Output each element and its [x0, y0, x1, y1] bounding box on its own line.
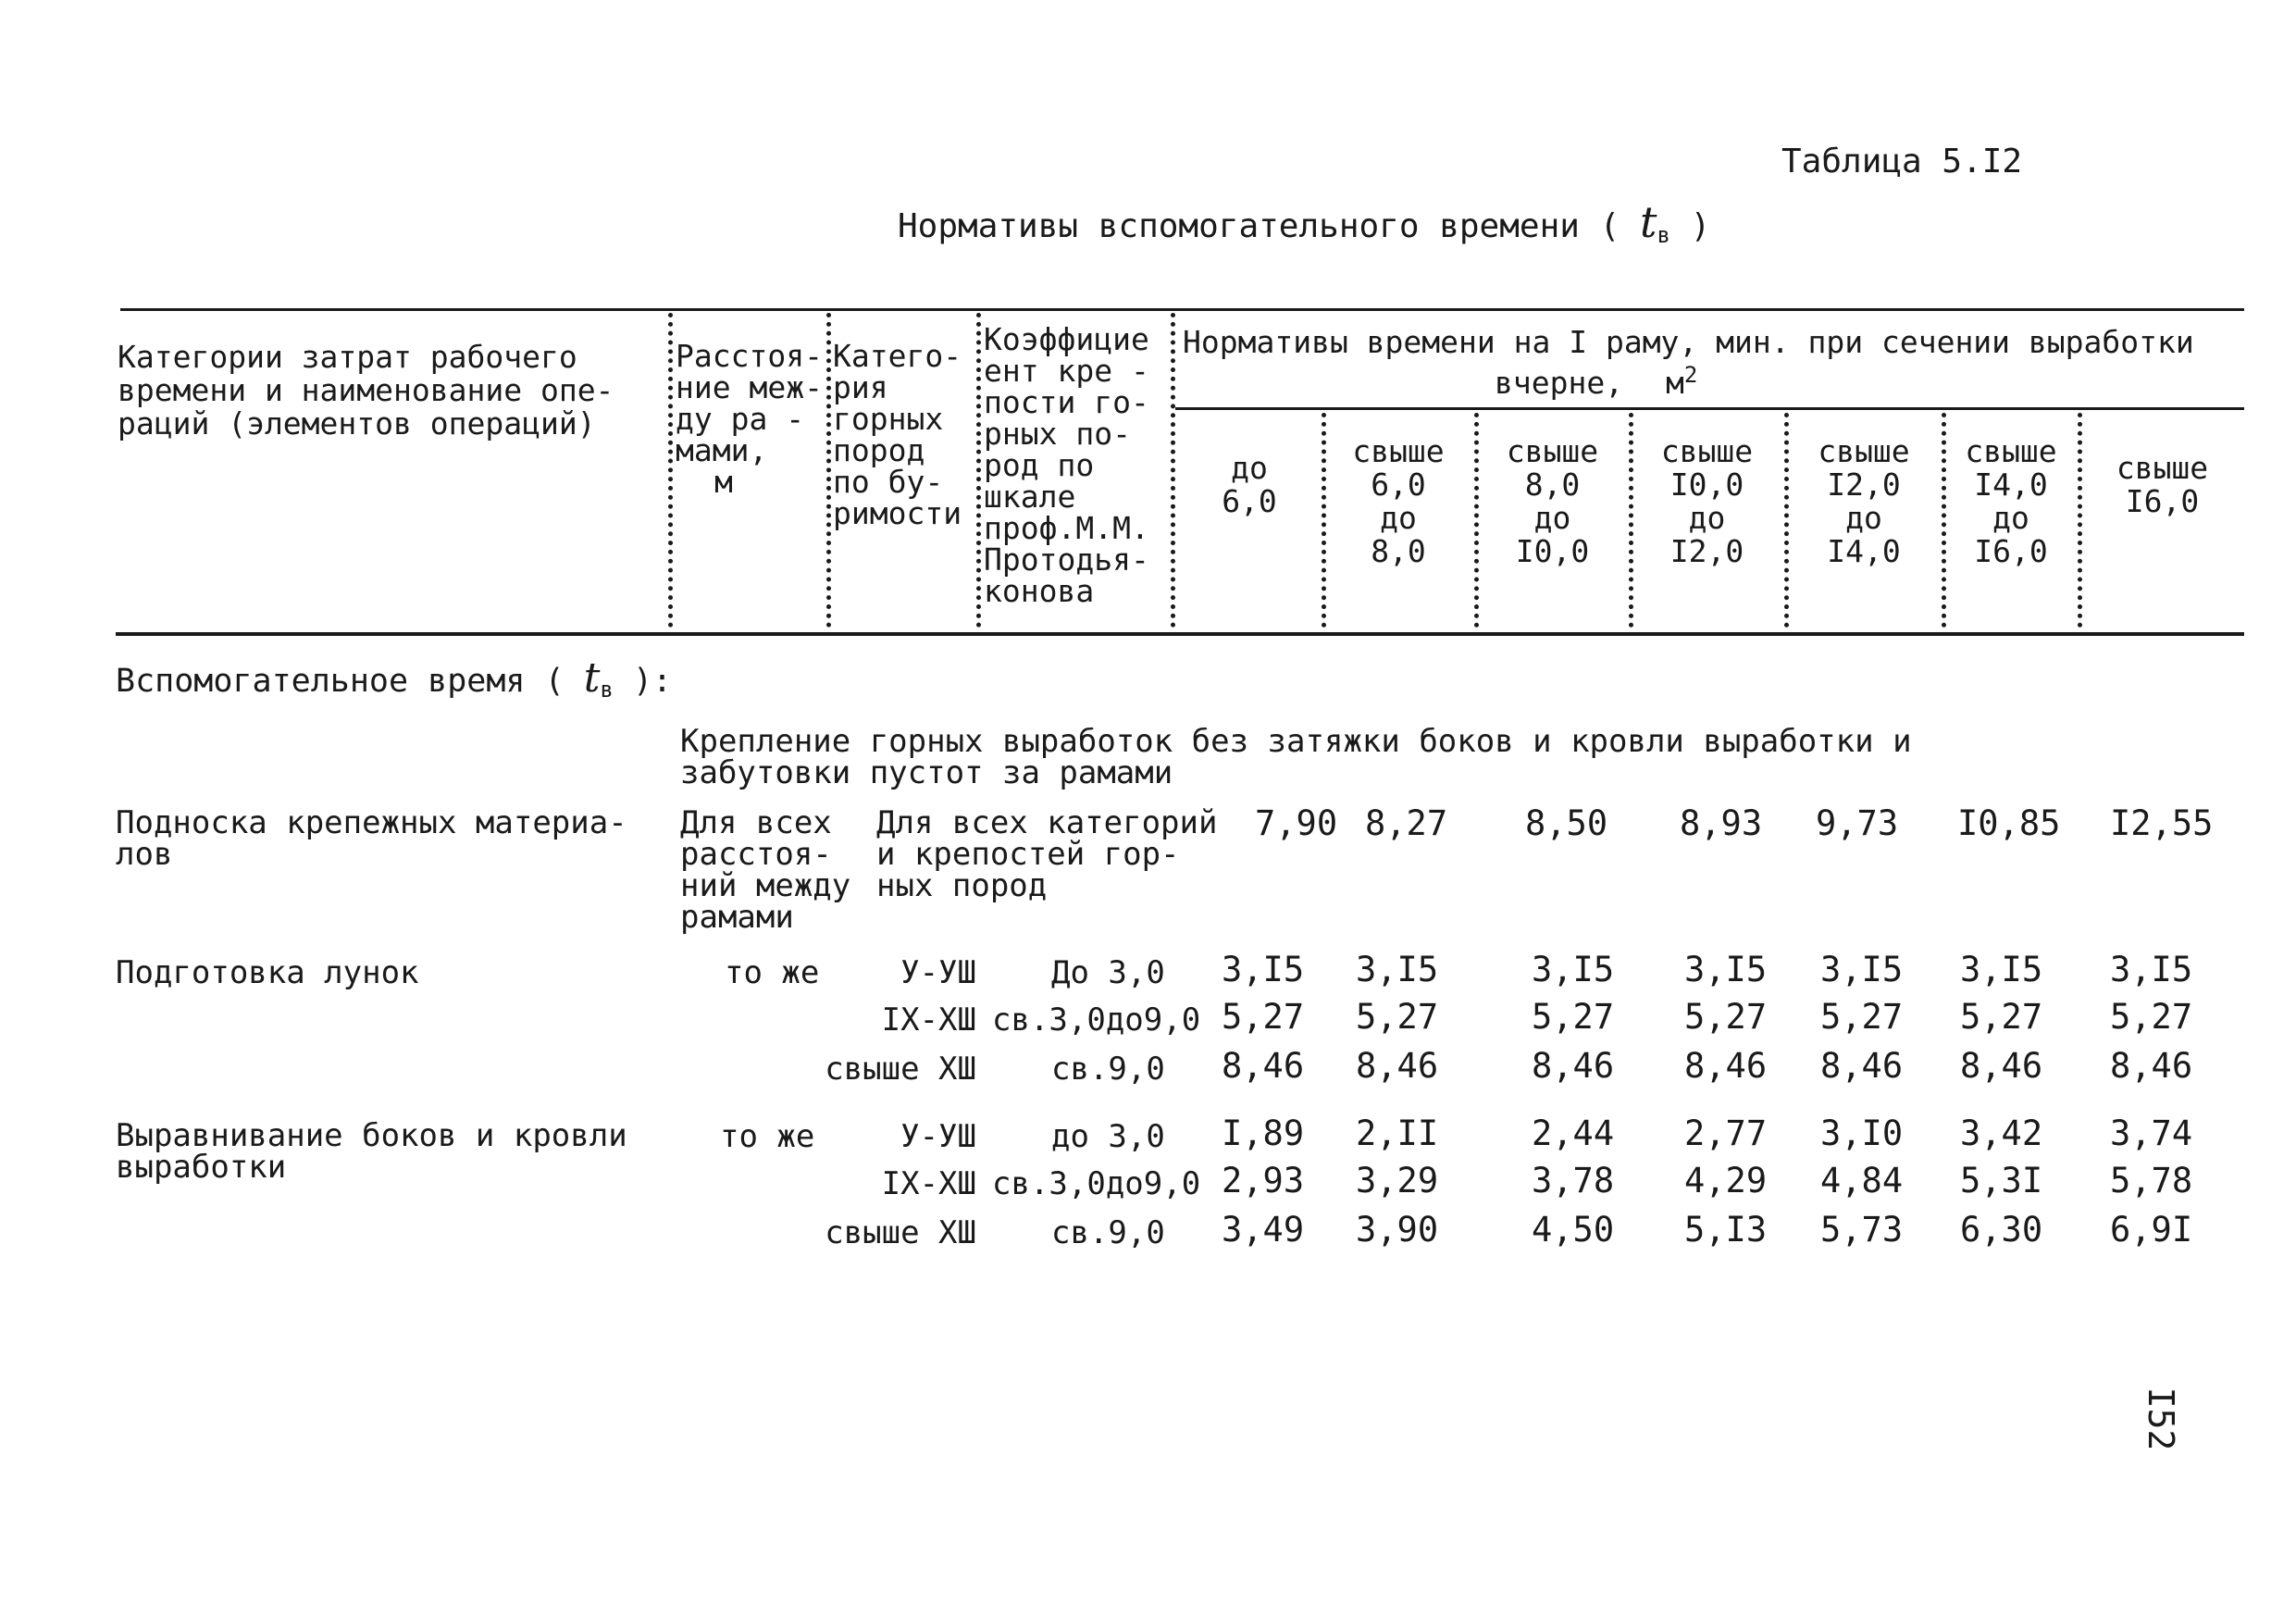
table-cell-value: 3,78: [1532, 1161, 1615, 1200]
table-cell-value: 5,I3: [1684, 1210, 1768, 1250]
table-cell-value: 3,I5: [1684, 950, 1768, 989]
table-cell-value: I2,55: [2110, 803, 2214, 843]
header-col4-line: рных по-: [984, 416, 1131, 452]
table-cell-value: 8,46: [1960, 1046, 2043, 1086]
norms-unit: м: [1665, 365, 1684, 401]
header-col4-line: ент кре -: [984, 353, 1149, 389]
col-sep-10: [2078, 413, 2082, 628]
table-cell-value: 3,29: [1356, 1161, 1439, 1200]
op1-distance-line: Для всех: [680, 804, 832, 841]
header-col4-line: род по: [984, 447, 1095, 483]
header-col2-line: ние меж-: [676, 369, 823, 405]
table-cell-value: 3,42: [1960, 1113, 2043, 1153]
header-col3: [833, 338, 962, 531]
table-cell-value: 5,27: [1532, 997, 1615, 1037]
op2-row3-coef: св.9,0: [1051, 1051, 1165, 1088]
section-header-line: 6,0: [1371, 466, 1426, 503]
op1-name-line: Подноска крепежных материа-: [116, 804, 627, 841]
table-cell-value: 3,I5: [1222, 950, 1305, 989]
header-col2-line: ду ра -: [676, 401, 805, 437]
table-cell-value: 8,50: [1525, 803, 1608, 843]
col-sep-2: [826, 313, 831, 628]
table-cell-value: I,89: [1222, 1113, 1305, 1153]
section-header: [1481, 435, 1624, 568]
header-col2-line: м: [714, 464, 733, 500]
rule-header-bottom: [116, 632, 2244, 636]
table-cell-value: 3,49: [1222, 1210, 1305, 1250]
table-cell-value: I0,85: [1957, 803, 2061, 843]
table-cell-value: 3,I5: [1356, 950, 1439, 989]
section-subheading: [680, 723, 1912, 791]
op1-distance-line: ний между: [680, 867, 851, 904]
table-cell-value: 6,9I: [2110, 1210, 2193, 1250]
op1-distance-line: рамами: [680, 899, 794, 936]
table-cell-value: 3,74: [2110, 1113, 2193, 1153]
norms-sub-text: вчерне,: [1495, 365, 1624, 401]
section-header-line: свыше: [1506, 433, 1599, 469]
op3-row2-category: IX-XШ: [881, 1165, 976, 1202]
table-cell-value: 8,46: [1356, 1046, 1439, 1086]
section-header-line: до: [1231, 450, 1268, 486]
table-cell-value: 4,29: [1684, 1161, 1768, 1200]
section-header-line: до: [1380, 500, 1417, 536]
col-sep-5: [1322, 413, 1326, 628]
section-header-line: свыше: [1660, 433, 1754, 469]
section-header: [2086, 452, 2239, 518]
section-header-line: I6,0: [2125, 483, 2200, 519]
section-header-line: до: [1533, 500, 1571, 536]
table-cell-value: 2,93: [1222, 1161, 1305, 1200]
col-sep-3: [976, 313, 981, 628]
header-col3-line: пород: [833, 432, 925, 468]
section-header-line: 8,0: [1524, 466, 1581, 503]
section-header-line: I2,0: [1827, 466, 1901, 503]
header-col4-line: пости го-: [984, 384, 1149, 420]
section-header: [1947, 435, 2075, 568]
norms-subtitle: [1495, 358, 1697, 400]
header-col2-line: Расстоя-: [676, 338, 823, 374]
op1-category-line: Для всех категорий: [876, 804, 1218, 841]
aux-time-label: [116, 654, 673, 706]
subheading-line: забутовки пустот за рамами: [680, 754, 1173, 791]
op2-row1-coef: До 3,0: [1051, 954, 1165, 991]
table-cell-value: 5,3I: [1960, 1161, 2043, 1200]
op2-row2-coef: св.3,0до9,0: [992, 1001, 1201, 1039]
table-cell-value: 7,90: [1255, 803, 1338, 843]
table-cell-value: 5,27: [1820, 997, 1904, 1037]
aux-time-close: ):: [632, 663, 673, 700]
header-col4-line: Протодья-: [984, 541, 1149, 578]
table-cell-value: 3,I5: [1820, 950, 1904, 989]
table-cell-value: 5,73: [1820, 1210, 1904, 1250]
table-cell-value: 8,46: [1820, 1046, 1904, 1086]
section-header-line: до: [1992, 500, 2029, 536]
table-cell-value: 3,I5: [1960, 950, 2043, 989]
header-col1-line: Категории затрат рабочего: [118, 339, 577, 375]
table-cell-value: 3,I5: [1532, 950, 1615, 989]
table-title: [898, 197, 1711, 252]
title-symbol: t: [1639, 197, 1657, 247]
col-sep-4: [1171, 313, 1175, 628]
header-col4-line: проф.М.М.: [984, 510, 1149, 546]
table-cell-value: 8,46: [1222, 1046, 1305, 1086]
section-header-line: свыше: [1965, 433, 2057, 469]
op2-name: Подготовка лунок: [116, 954, 419, 991]
table-cell-value: 6,30: [1960, 1210, 2043, 1250]
section-header: [1329, 435, 1468, 568]
aux-time-symbol: t: [583, 654, 601, 702]
header-col3-line: Катего-: [833, 338, 962, 374]
op3-row3-category: свыше XШ: [825, 1214, 976, 1251]
norms-unit-sup: 2: [1683, 362, 1698, 388]
col-sep-1: [668, 313, 673, 628]
op3-name-line: Выравнивание боков и кровли: [116, 1117, 627, 1154]
table-cell-value: 8,46: [1532, 1046, 1615, 1086]
norms-title: Нормативы времени на I раму, мин. при сечении выработки: [1183, 324, 2194, 360]
op3-distance: то же: [720, 1118, 815, 1155]
header-col4-line: конова: [984, 573, 1095, 609]
header-col3-line: по бу-: [833, 464, 944, 500]
header-col1: [118, 341, 614, 441]
section-header-line: 8,0: [1371, 533, 1426, 569]
section-header-line: I0,0: [1669, 466, 1744, 503]
col-sep-7: [1629, 413, 1633, 628]
title-subscript: в: [1657, 222, 1670, 248]
section-header-line: свыше: [1352, 433, 1445, 469]
header-col4-line: Коэффицие: [984, 321, 1149, 357]
table-cell-value: 8,46: [2110, 1046, 2193, 1086]
op2-row2-category: IX-XШ: [881, 1001, 976, 1039]
table-title-close: ): [1690, 207, 1711, 245]
op3-name: [116, 1117, 627, 1186]
table-cell-value: 5,78: [2110, 1161, 2193, 1200]
op3-row1-coef: до 3,0: [1051, 1118, 1165, 1155]
section-header: [1180, 452, 1319, 518]
table-cell-value: 3,I0: [1820, 1113, 1904, 1153]
op1-distance: [680, 804, 851, 936]
section-header-line: I4,0: [1974, 466, 2048, 503]
op2-row1-category: У-УШ: [900, 954, 976, 991]
table-cell-value: 2,II: [1356, 1113, 1439, 1153]
header-col3-line: римости: [833, 495, 962, 531]
table-cell-value: 2,77: [1684, 1113, 1768, 1153]
table-cell-value: 5,27: [1222, 997, 1305, 1037]
rule-norms: [1175, 407, 2244, 410]
op2-distance: то же: [725, 954, 820, 991]
header-col4: [984, 321, 1149, 609]
table-cell-value: 2,44: [1532, 1113, 1615, 1153]
section-header-line: до: [1845, 500, 1882, 536]
section-header-line: I0,0: [1515, 533, 1590, 569]
section-header-line: I2,0: [1669, 533, 1744, 569]
section-header-line: 6,0: [1222, 483, 1277, 519]
rule-top: [120, 308, 2244, 311]
op3-row3-coef: св.9,0: [1051, 1214, 1165, 1251]
header-col3-line: горных: [833, 401, 944, 437]
op1-category: [876, 804, 1218, 904]
header-col1-line: раций (элементов операций): [118, 405, 596, 442]
table-cell-value: 8,27: [1365, 803, 1448, 843]
table-title-text: Нормативы вспомогательного времени (: [898, 207, 1620, 245]
table-cell-value: 4,84: [1820, 1161, 1904, 1200]
op3-row1-category: У-УШ: [900, 1118, 976, 1155]
section-header: [1791, 435, 1937, 568]
section-header-line: I6,0: [1974, 533, 2048, 569]
page-number: I52: [2141, 1387, 2181, 1451]
col-sep-6: [1474, 413, 1479, 628]
aux-time-text: Вспомогательное время (: [116, 663, 565, 700]
op1-distance-line: расстоя-: [680, 836, 832, 873]
table-cell-value: 8,93: [1680, 803, 1763, 843]
op1-name: [116, 804, 627, 873]
op3-name-line: выработки: [116, 1149, 287, 1186]
subheading-line: Крепление горных выработок без затяжки боков и кровли выработки и: [680, 723, 1912, 760]
table-cell-value: 3,I5: [2110, 950, 2193, 989]
table-cell-value: 5,27: [1684, 997, 1768, 1037]
section-header-line: до: [1688, 500, 1726, 536]
op3-row2-coef: св.3,0до9,0: [992, 1165, 1201, 1202]
op1-category-line: и крепостей гор-: [876, 836, 1180, 873]
op1-name-line: лов: [116, 836, 173, 873]
header-col4-line: шкале: [984, 479, 1076, 515]
op1-category-line: ных пород: [876, 867, 1048, 904]
header-col3-line: рия: [833, 369, 888, 405]
header-col2-line: мами,: [676, 432, 768, 468]
table-label: Таблица 5.I2: [1781, 143, 2023, 180]
aux-time-subscript: в: [600, 677, 614, 703]
op2-row3-category: свыше XШ: [825, 1051, 976, 1088]
section-header-line: свыше: [2116, 450, 2209, 486]
table-cell-value: 3,90: [1356, 1210, 1439, 1250]
table-cell-value: 9,73: [1816, 803, 1899, 843]
table-cell-value: 4,50: [1532, 1210, 1615, 1250]
col-sep-8: [1784, 413, 1789, 628]
col-sep-9: [1942, 413, 1946, 628]
table-cell-value: 5,27: [1960, 997, 2043, 1037]
table-cell-value: 5,27: [2110, 997, 2193, 1037]
header-col1-line: времени и наименование опе-: [118, 372, 614, 408]
table-cell-value: 8,46: [1684, 1046, 1768, 1086]
header-col2: [676, 338, 823, 500]
section-header-line: свыше: [1818, 433, 1910, 469]
section-header: [1635, 435, 1779, 568]
table-cell-value: 5,27: [1356, 997, 1439, 1037]
section-header-line: I4,0: [1827, 533, 1901, 569]
